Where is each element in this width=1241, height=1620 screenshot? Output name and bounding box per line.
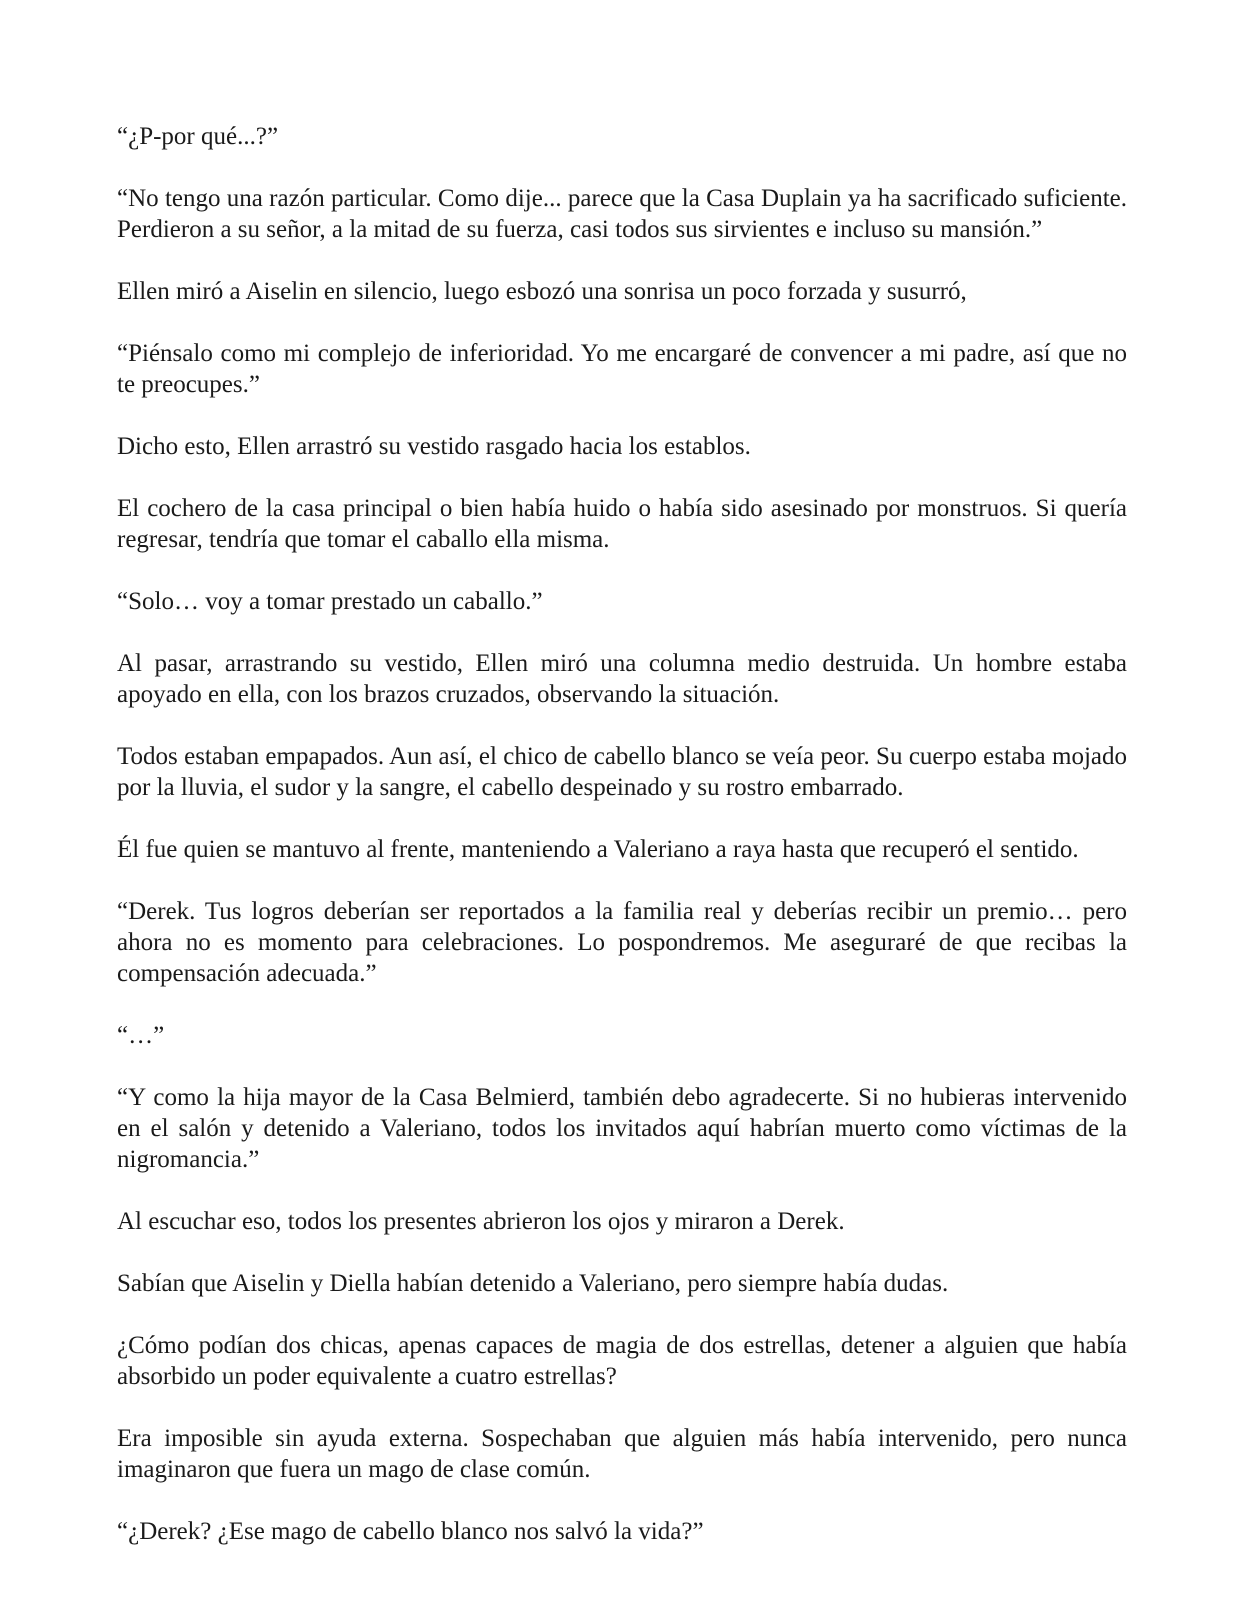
paragraph: “Piénsalo como mi complejo de inferioridad. Yo me encargaré de convencer a mi padre, así que no te preocupes.”	[117, 340, 1127, 398]
paragraph: “¿P-por qué...?”	[117, 123, 279, 150]
paragraph: “¿Derek? ¿Ese mago de cabello blanco nos salvó la vida?”	[117, 1518, 704, 1545]
paragraph: Todos estaban empapados. Aun así, el chico de cabello blanco se veía peor. Su cuerpo estaba mojado por la lluvia, el sudor y la sangre, el cabello despeinado y su rostro embarrado.	[117, 743, 1127, 801]
paragraph: “Solo… voy a tomar prestado un caballo.”	[117, 588, 543, 615]
document-body	[117, 121, 1127, 1547]
paragraph: Ellen miró a Aiselin en silencio, luego esbozó una sonrisa un poco forzada y susurró,	[117, 278, 967, 305]
paragraph: Al pasar, arrastrando su vestido, Ellen miró una columna medio destruida. Un hombre estaba apoyado en ella, con los brazos cruzados, observando la situación.	[117, 650, 1127, 708]
paragraph: Al escuchar eso, todos los presentes abrieron los ojos y miraron a Derek.	[117, 1208, 845, 1235]
paragraph: Dicho esto, Ellen arrastró su vestido rasgado hacia los establos.	[117, 433, 751, 460]
paragraph: Él fue quien se mantuvo al frente, manteniendo a Valeriano a raya hasta que recuperó el sentido.	[117, 836, 1079, 863]
paragraph: “No tengo una razón particular. Como dije... parece que la Casa Duplain ya ha sacrificado suficiente. Perdieron a su señor, a la mitad de su fuerza, casi todos sus sirvientes e incluso su mansión.”	[117, 185, 1127, 243]
paragraph: El cochero de la casa principal o bien había huido o había sido asesinado por monstruos. Si quería regresar, tendría que tomar el caballo ella misma.	[117, 495, 1127, 553]
paragraph: “…”	[117, 1022, 165, 1049]
paragraph: “Derek. Tus logros deberían ser reportados a la familia real y deberías recibir un premio… pero ahora no es momento para celebraciones. Lo pospondremos. Me aseguraré de que recibas la compensación adecuada.”	[117, 898, 1127, 987]
paragraph: ¿Cómo podían dos chicas, apenas capaces de magia de dos estrellas, detener a alguien que había absorbido un poder equivalente a cuatro estrellas?	[117, 1332, 1127, 1390]
paragraph: Era imposible sin ayuda externa. Sospechaban que alguien más había intervenido, pero nunca imaginaron que fuera un mago de clase común.	[117, 1425, 1127, 1483]
paragraph: “Y como la hija mayor de la Casa Belmierd, también debo agradecerte. Si no hubieras intervenido en el salón y detenido a Valeriano, todos los invitados aquí habrían muerto como víctimas de la nigromancia.”	[117, 1084, 1127, 1173]
paragraph: Sabían que Aiselin y Diella habían detenido a Valeriano, pero siempre había dudas.	[117, 1270, 949, 1297]
